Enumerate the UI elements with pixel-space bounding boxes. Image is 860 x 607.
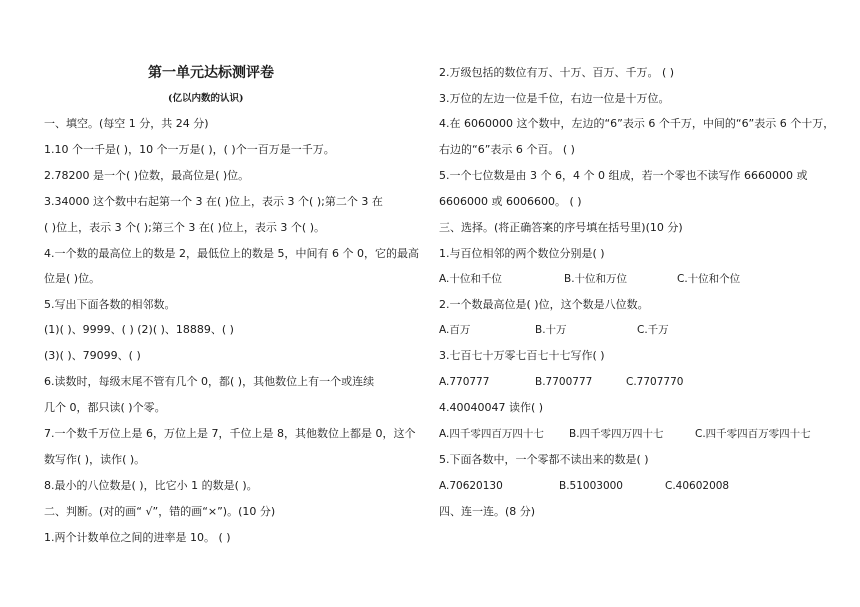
question-line: 几个 0，都只读( )个零。 [44, 401, 166, 414]
question-line: 2.78200 是一个( )位数，最高位是( )位。 [44, 169, 250, 182]
question-line: 2.万级包括的数位有万、十万、百万、千万。 ( ) [439, 66, 675, 79]
question-line: 4.一个数的最高位上的数是 2，最低位上的数是 5，中间有 6 个 0，它的最高 [44, 247, 419, 260]
question-line: 3.34000 这个数中右起第一个 3 在( )位上，表示 3 个( );第二个 3 在 [44, 195, 383, 208]
question-line: 5.写出下面各数的相邻数。 [44, 298, 176, 311]
page-subtitle: (亿以内数的认识) [168, 93, 244, 104]
question-line: 1.10 个一千是( )，10 个一万是( )，( )个一百万是一千万。 [44, 143, 335, 156]
option-b: B.51003000 [559, 480, 623, 492]
page-title: 第一单元达标测评卷 [148, 65, 274, 81]
section-heading: 一、填空。(每空 1 分，共 24 分) [44, 117, 209, 130]
question-line: 2.一个数最高位是( )位，这个数是八位数。 [439, 298, 649, 311]
section-heading: 二、判断。(对的画“ √”，错的画“×”)。(10 分) [44, 505, 276, 518]
question-line: (1)( )、9999、( ) (2)( )、18889、( ) [44, 323, 234, 336]
question-line: 4.在 6060000 这个数中，左边的“6”表示 6 个千万，中间的“6”表示 6 个十万， [439, 117, 835, 130]
option-c: C.千万 [637, 324, 669, 336]
question-line: ( )位上，表示 3 个( );第三个 3 在( )位上，表示 3 个( )。 [44, 221, 325, 234]
question-line: 位是( )位。 [44, 272, 101, 285]
question-line: 5.下面各数中，一个零都不读出来的数是( ) [439, 453, 649, 466]
option-b: B.十位和万位 [564, 273, 628, 285]
option-c: C.7707770 [626, 376, 684, 388]
question-line: (3)( )、79099、( ) [44, 349, 141, 362]
question-line: 6.读数时，每级末尾不管有几个 0，都( )，其他数位上有一个或连续 [44, 375, 375, 388]
option-c: C.四千零四百万零四十七 [695, 428, 811, 440]
section-heading: 三、选择。(将正确答案的序号填在括号里)(10 分) [439, 221, 683, 234]
option-c: C.十位和个位 [677, 273, 741, 285]
option-a: A.770777 [439, 376, 490, 388]
option-b: B.7700777 [535, 376, 593, 388]
option-a: A.70620130 [439, 480, 503, 492]
question-line: 4.40040047 读作( ) [439, 401, 544, 414]
question-line: 7.一个数千万位上是 6，万位上是 7，千位上是 8，其他数位上都是 0，这个 [44, 427, 416, 440]
question-line: 右边的“6”表示 6 个百。 ( ) [439, 143, 575, 156]
question-line: 1.两个计数单位之间的进率是 10。 ( ) [44, 531, 231, 544]
option-a: A.十位和千位 [439, 273, 502, 285]
question-line: 1.与百位相邻的两个数位分别是( ) [439, 247, 605, 260]
option-b: B.十万 [535, 324, 567, 336]
question-line: 6606000 或 6006600。 ( ) [439, 195, 582, 208]
question-line: 5.一个七位数是由 3 个 6，4 个 0 组成，若一个零也不读写作 6660000 或 [439, 169, 808, 182]
option-b: B.四千零四万四十七 [569, 428, 664, 440]
option-c: C.40602008 [665, 480, 730, 492]
question-line: 数写作( )，读作( )。 [44, 453, 146, 466]
question-line: 3.七百七十万零七百七十七写作( ) [439, 349, 605, 362]
question-line: 3.万位的左边一位是千位，右边一位是十万位。 [439, 92, 670, 105]
option-a: A.百万 [439, 324, 471, 336]
section-heading: 四、连一连。(8 分) [439, 505, 536, 518]
option-a: A.四千零四百万四十七 [439, 428, 544, 440]
question-line: 8.最小的八位数是( )，比它小 1 的数是( )。 [44, 479, 258, 492]
